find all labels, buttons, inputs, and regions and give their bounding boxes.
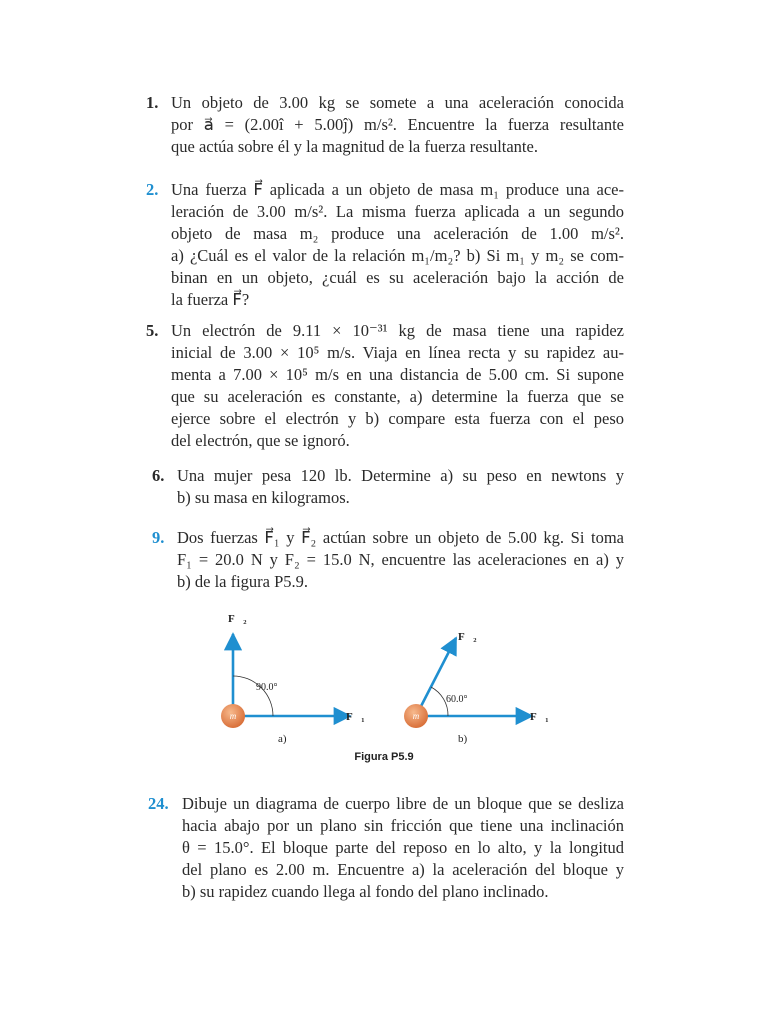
problem-5: [146, 320, 624, 452]
problem-line: por a⃗ = (2.00î + 5.00ĵ) m/s². Encuentre la fuerza resultante: [171, 115, 624, 134]
problem-line: hacia abajo por un plano sin fricción que tiene una inclinación: [182, 816, 624, 835]
problem-line: leración de 3.00 m/s². La misma fuerza aplicada a un segundo: [171, 202, 624, 221]
problem-line: Un objeto de 3.00 kg se somete a una aceleración conocida: [171, 93, 624, 112]
problem-6: [152, 465, 624, 509]
problem-line: inicial de 3.00 × 10⁵ m/s. Viaja en línea recta y su rapidez au-: [171, 343, 624, 362]
mass-label: m: [412, 711, 420, 721]
force-label-f1: F⃗₁: [346, 711, 365, 723]
problem-line: del plano es 2.00 m. Encuentre a) la aceleración del bloque y: [182, 860, 624, 879]
force-label-f2: F⃗₂: [458, 631, 477, 643]
problem-number: 6.: [152, 466, 165, 485]
problem-line: Una fuerza F⃗ aplicada a un objeto de masa m₁ produce una ace-: [171, 180, 624, 199]
problem-number: 1.: [146, 93, 159, 112]
figure-panel-b: [404, 631, 549, 744]
figure-panel-a: [221, 613, 365, 744]
problem-line: b) su rapidez cuando llega al fondo del plano inclinado.: [182, 882, 549, 901]
problem-line: θ = 15.0°. El bloque parte del reposo en lo alto, y la longitud: [182, 838, 624, 857]
problem-line: objeto de masa m₂ produce una aceleración de 1.00 m/s².: [171, 224, 624, 243]
figure-caption: Figura P5.9: [354, 751, 414, 763]
problem-9: [152, 527, 624, 593]
problem-line: del electrón, que se ignoró.: [171, 431, 350, 450]
problem-line: que su aceleración es constante, a) determine la fuerza que se: [171, 387, 624, 406]
problem-number: 24.: [148, 794, 169, 813]
problem-line: ejerce sobre el electrón y b) compare esta fuerza con el peso: [171, 409, 624, 428]
problem-line: que actúa sobre él y la magnitud de la fuerza resultante.: [171, 137, 538, 156]
problem-line: a) ¿Cuál es el valor de la relación m₁/m₂? b) Si m₁ y m₂ se com-: [171, 246, 624, 265]
problem-line: menta a 7.00 × 10⁵ m/s en una distancia de 5.00 cm. Si supone: [171, 365, 624, 384]
problem-number: 9.: [152, 528, 165, 547]
problem-number: 2.: [146, 180, 159, 199]
panel-label: a): [278, 733, 287, 744]
force-label-f2: F⃗₂: [228, 613, 247, 625]
problem-1: [146, 92, 624, 158]
force-label-f1: F⃗₁: [530, 711, 549, 723]
problem-line: Un electrón de 9.11 × 10⁻³¹ kg de masa tiene una rapidez: [171, 321, 624, 340]
problem-line: Una mujer pesa 120 lb. Determine a) su peso en newtons y: [177, 466, 624, 485]
problem-line: Dibuje un diagrama de cuerpo libre de un bloque que se desliza: [182, 794, 624, 813]
mass-label: m: [229, 711, 237, 721]
problem-line: binan en un objeto, ¿cuál es su aceleración bajo la acción de: [171, 268, 624, 287]
problem-24: [146, 793, 624, 903]
panel-label: b): [458, 733, 468, 744]
angle-label: 60.0°: [446, 694, 468, 705]
problem-line: la fuerza F⃗?: [171, 290, 250, 309]
problem-line: b) su masa en kilogramos.: [177, 488, 350, 507]
angle-label: 90.0°: [256, 682, 278, 693]
problem-line: b) de la figura P5.9.: [177, 572, 309, 591]
problem-line: Dos fuerzas F⃗₁ y F⃗₂ actúan sobre un objeto de 5.00 kg. Si toma: [177, 528, 624, 547]
problem-line: F₁ = 20.0 N y F₂ = 15.0 N, encuentre las aceleraciones en a) y: [177, 550, 624, 569]
figure-p5-9: [200, 604, 560, 744]
problem-2: [146, 179, 624, 311]
problem-number: 5.: [146, 321, 159, 340]
